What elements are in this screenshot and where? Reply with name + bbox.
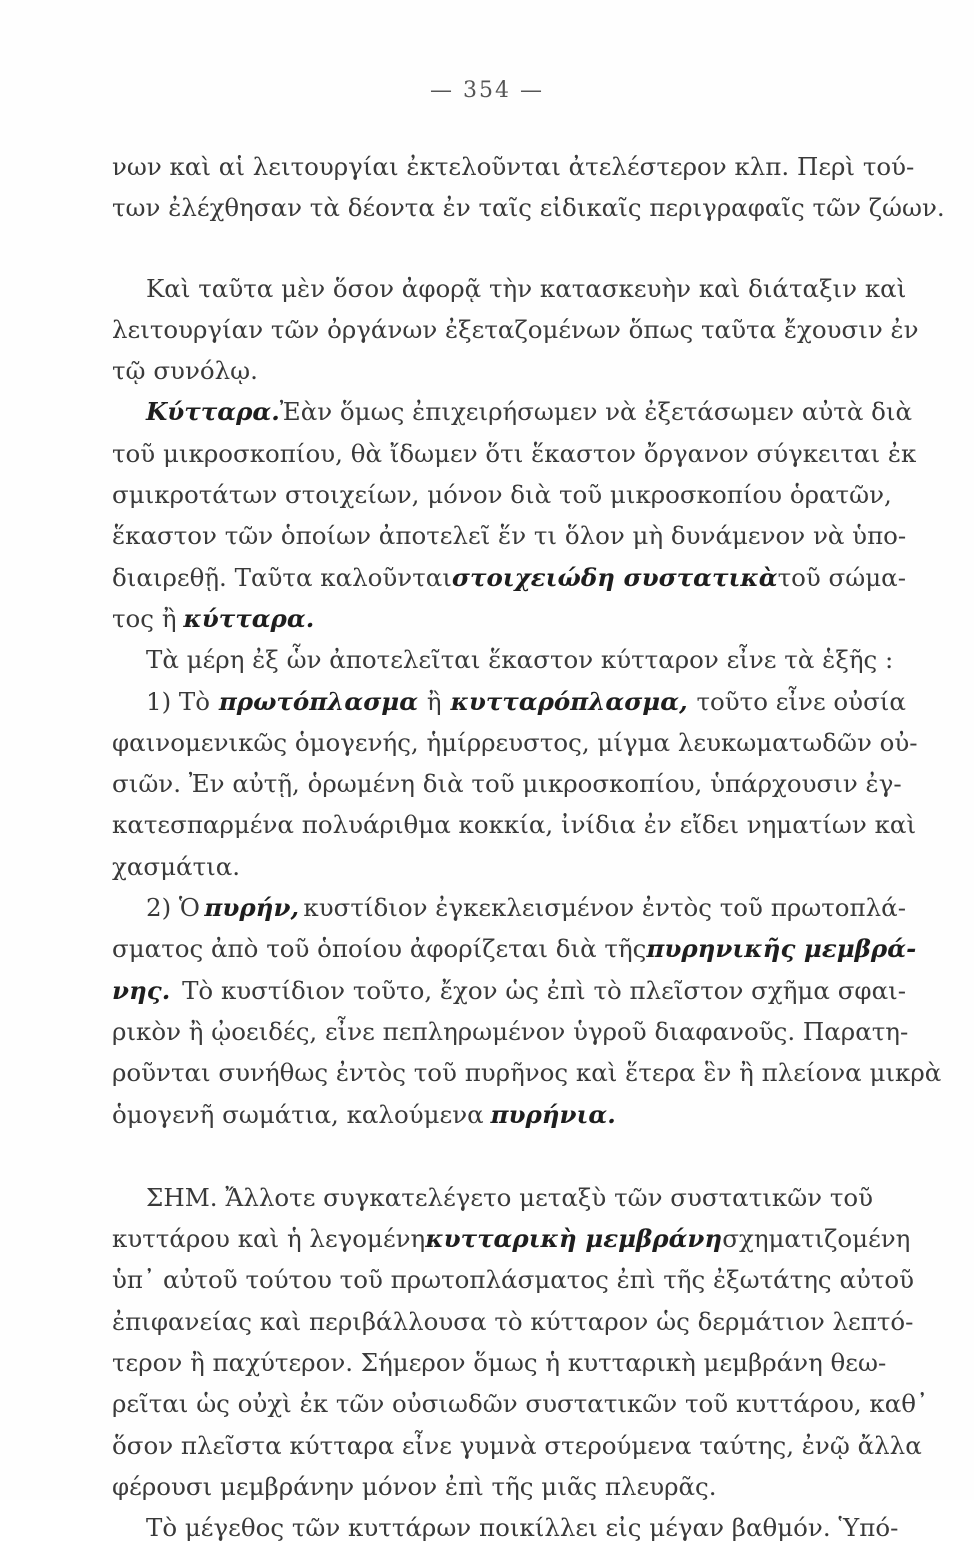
text-line: ἕκαστον τῶν ὁποίων ἀποτελεῖ ἕν τι ὅλον μὴ δυνάμενον νὰ ὑπο- <box>112 521 907 551</box>
term-kyttaroplasma: κυτταρόπλασμα, <box>450 686 688 716</box>
text-line: 2) Ὁ πυρήν, κυστίδιον ἐγκεκλεισμένον ἐντὸς τοῦ πρωτοπλά- <box>112 887 906 928</box>
text-line: διαιρεθῇ. Ταῦτα καλοῦνται στοιχειώδη συστατικὰ τοῦ σώμα- <box>112 557 906 598</box>
text-line: φαινομενικῶς ὁμογενής, ἡμίρρευστος, μίγμα λευκωματωδῶν οὐ- <box>112 727 918 757</box>
term-stoicheiodi: στοιχειώδη συστατικὰ <box>451 562 778 592</box>
text-line: Καὶ ταῦτα μὲν ὅσον ἀφορᾷ τὴν κατασκευὴν καὶ διάταξιν καὶ <box>146 273 907 303</box>
text-line: τος ἢ κύτταρα. <box>112 598 906 639</box>
text-line: τερον ἢ παχύτερον. Σήμερον ὅμως ἡ κυτταρικὴ μεμβράνη θεω- <box>112 1348 887 1378</box>
page-number: — 354 — <box>430 78 544 103</box>
term-pyrin: πυρήν, <box>204 893 299 923</box>
term-pyrinikis-membranis: πυρηνικῆς μεμβρά- <box>646 934 917 964</box>
text-line: ΣΗΜ. Ἄλλοτε συγκατελέγετο μεταξὺ τῶν συστατικῶν τοῦ <box>146 1182 874 1212</box>
term-protoplasma: πρωτόπλασμα <box>218 686 419 716</box>
text-line: Τὸ μέγεθος τῶν κυττάρων ποικίλλει εἰς μέγαν βαθμόν. Ὑπό- <box>146 1513 899 1543</box>
text-line: ὅσον πλεῖστα κύτταρα εἶνε γυμνὰ στερούμενα ταύτης, ἐνῷ ἄλλα <box>112 1430 922 1460</box>
text-line: ὁμογενῆ σωμάτια, καλούμενα πυρήνια. <box>112 1094 906 1135</box>
term-nis: νης. <box>112 975 171 1005</box>
page-body <box>112 146 945 1549</box>
text-line: λειτουργίαν τῶν ὀργάνων ἐξεταζομένων ὅπως ταῦτα ἔχουσιν ἐν <box>112 314 919 344</box>
text-line: κυττάρου καὶ ἡ λεγομένη κυτταρικὴ μεμβράνη σχηματιζομένη <box>112 1218 906 1259</box>
text-line: χασμάτια. <box>112 851 241 881</box>
text-line: σματος ἀπὸ τοῦ ὁποίου ἀφορίζεται διὰ τῆς πυρηνικῆς μεμβρά- <box>112 928 906 969</box>
text-line: νης. Τὸ κυστίδιον τοῦτο, ἔχον ὡς ἐπὶ τὸ πλεῖστον σχῆμα σφαι- <box>112 970 906 1011</box>
text-line: 1) Τὸ πρωτόπλασμα ἢ κυτταρόπλασμα, τοῦτο εἶνε οὐσία <box>112 681 906 722</box>
text-line: τοῦ μικροσκοπίου, θὰ ἴδωμεν ὅτι ἕκαστον ὄργανον σύγκειται ἐκ <box>112 438 917 468</box>
heading-kyttara: Κύτταρα. <box>146 397 280 427</box>
text-line: κατεσπαρμένα πολυάριθμα κοκκία, ἰνίδια ἐν εἴδει νηματίων καὶ <box>112 810 917 840</box>
term-kyttara: κύτταρα. <box>183 603 315 633</box>
text-line: ὑπ᾿ αὐτοῦ τούτου τοῦ πρωτοπλάσματος ἐπὶ τῆς ἐξωτάτης αὐτοῦ <box>112 1265 915 1295</box>
text-line: ρικὸν ἢ ᾠοειδές, εἶνε πεπληρωμένον ὑγροῦ διαφανοῦς. Παρατη- <box>112 1016 909 1046</box>
text-line: Κύτταρα. Ἐὰν ὅμως ἐπιχειρήσωμεν νὰ ἐξετάσωμεν αὐτὰ διὰ <box>112 391 906 432</box>
text-line: των ἐλέχθησαν τὰ δέοντα ἐν ταῖς εἰδικαῖς περιγραφαῖς τῶν ζώων. <box>112 193 945 223</box>
text-line: Τὰ μέρη ἐξ ὧν ἀποτελεῖται ἕκαστον κύτταρον εἶνε τὰ ἑξῆς : <box>146 645 894 675</box>
text-line: τῷ συνόλῳ. <box>112 356 258 386</box>
term-pyrinia: πυρήνια. <box>490 1099 616 1129</box>
text-line: ρεῖται ὡς οὐχὶ ἐκ τῶν οὐσιωδῶν συστατικῶν τοῦ κυττάρου, καθ᾿ <box>112 1389 929 1419</box>
term-kyttariki-membrani: κυτταρικὴ μεμβράνη <box>425 1224 723 1254</box>
text-line: ἐπιφανείας καὶ περιβάλλουσα τὸ κύτταρον ὡς δερμάτιον λεπτό- <box>112 1306 914 1336</box>
text-line: σιῶν. Ἐν αὐτῇ, ὁρωμένη διὰ τοῦ μικροσκοπίου, ὑπάρχουσιν ἐγ- <box>112 769 902 799</box>
text-line: φέρουσι μεμβράνην μόνον ἐπὶ τῆς μιᾶς πλευρᾶς. <box>112 1471 717 1501</box>
text-line: νων καὶ αἱ λειτουργίαι ἐκτελοῦνται ἀτελέστερον κλπ. Περὶ τού- <box>112 152 915 181</box>
text-line: σμικροτάτων στοιχείων, μόνον διὰ τοῦ μικροσκοπίου ὁρατῶν, <box>112 480 892 510</box>
text-line: ροῦνται συνήθως ἐντὸς τοῦ πυρῆνος καὶ ἕτερα ἓν ἢ πλείονα μικρὰ <box>112 1058 942 1088</box>
